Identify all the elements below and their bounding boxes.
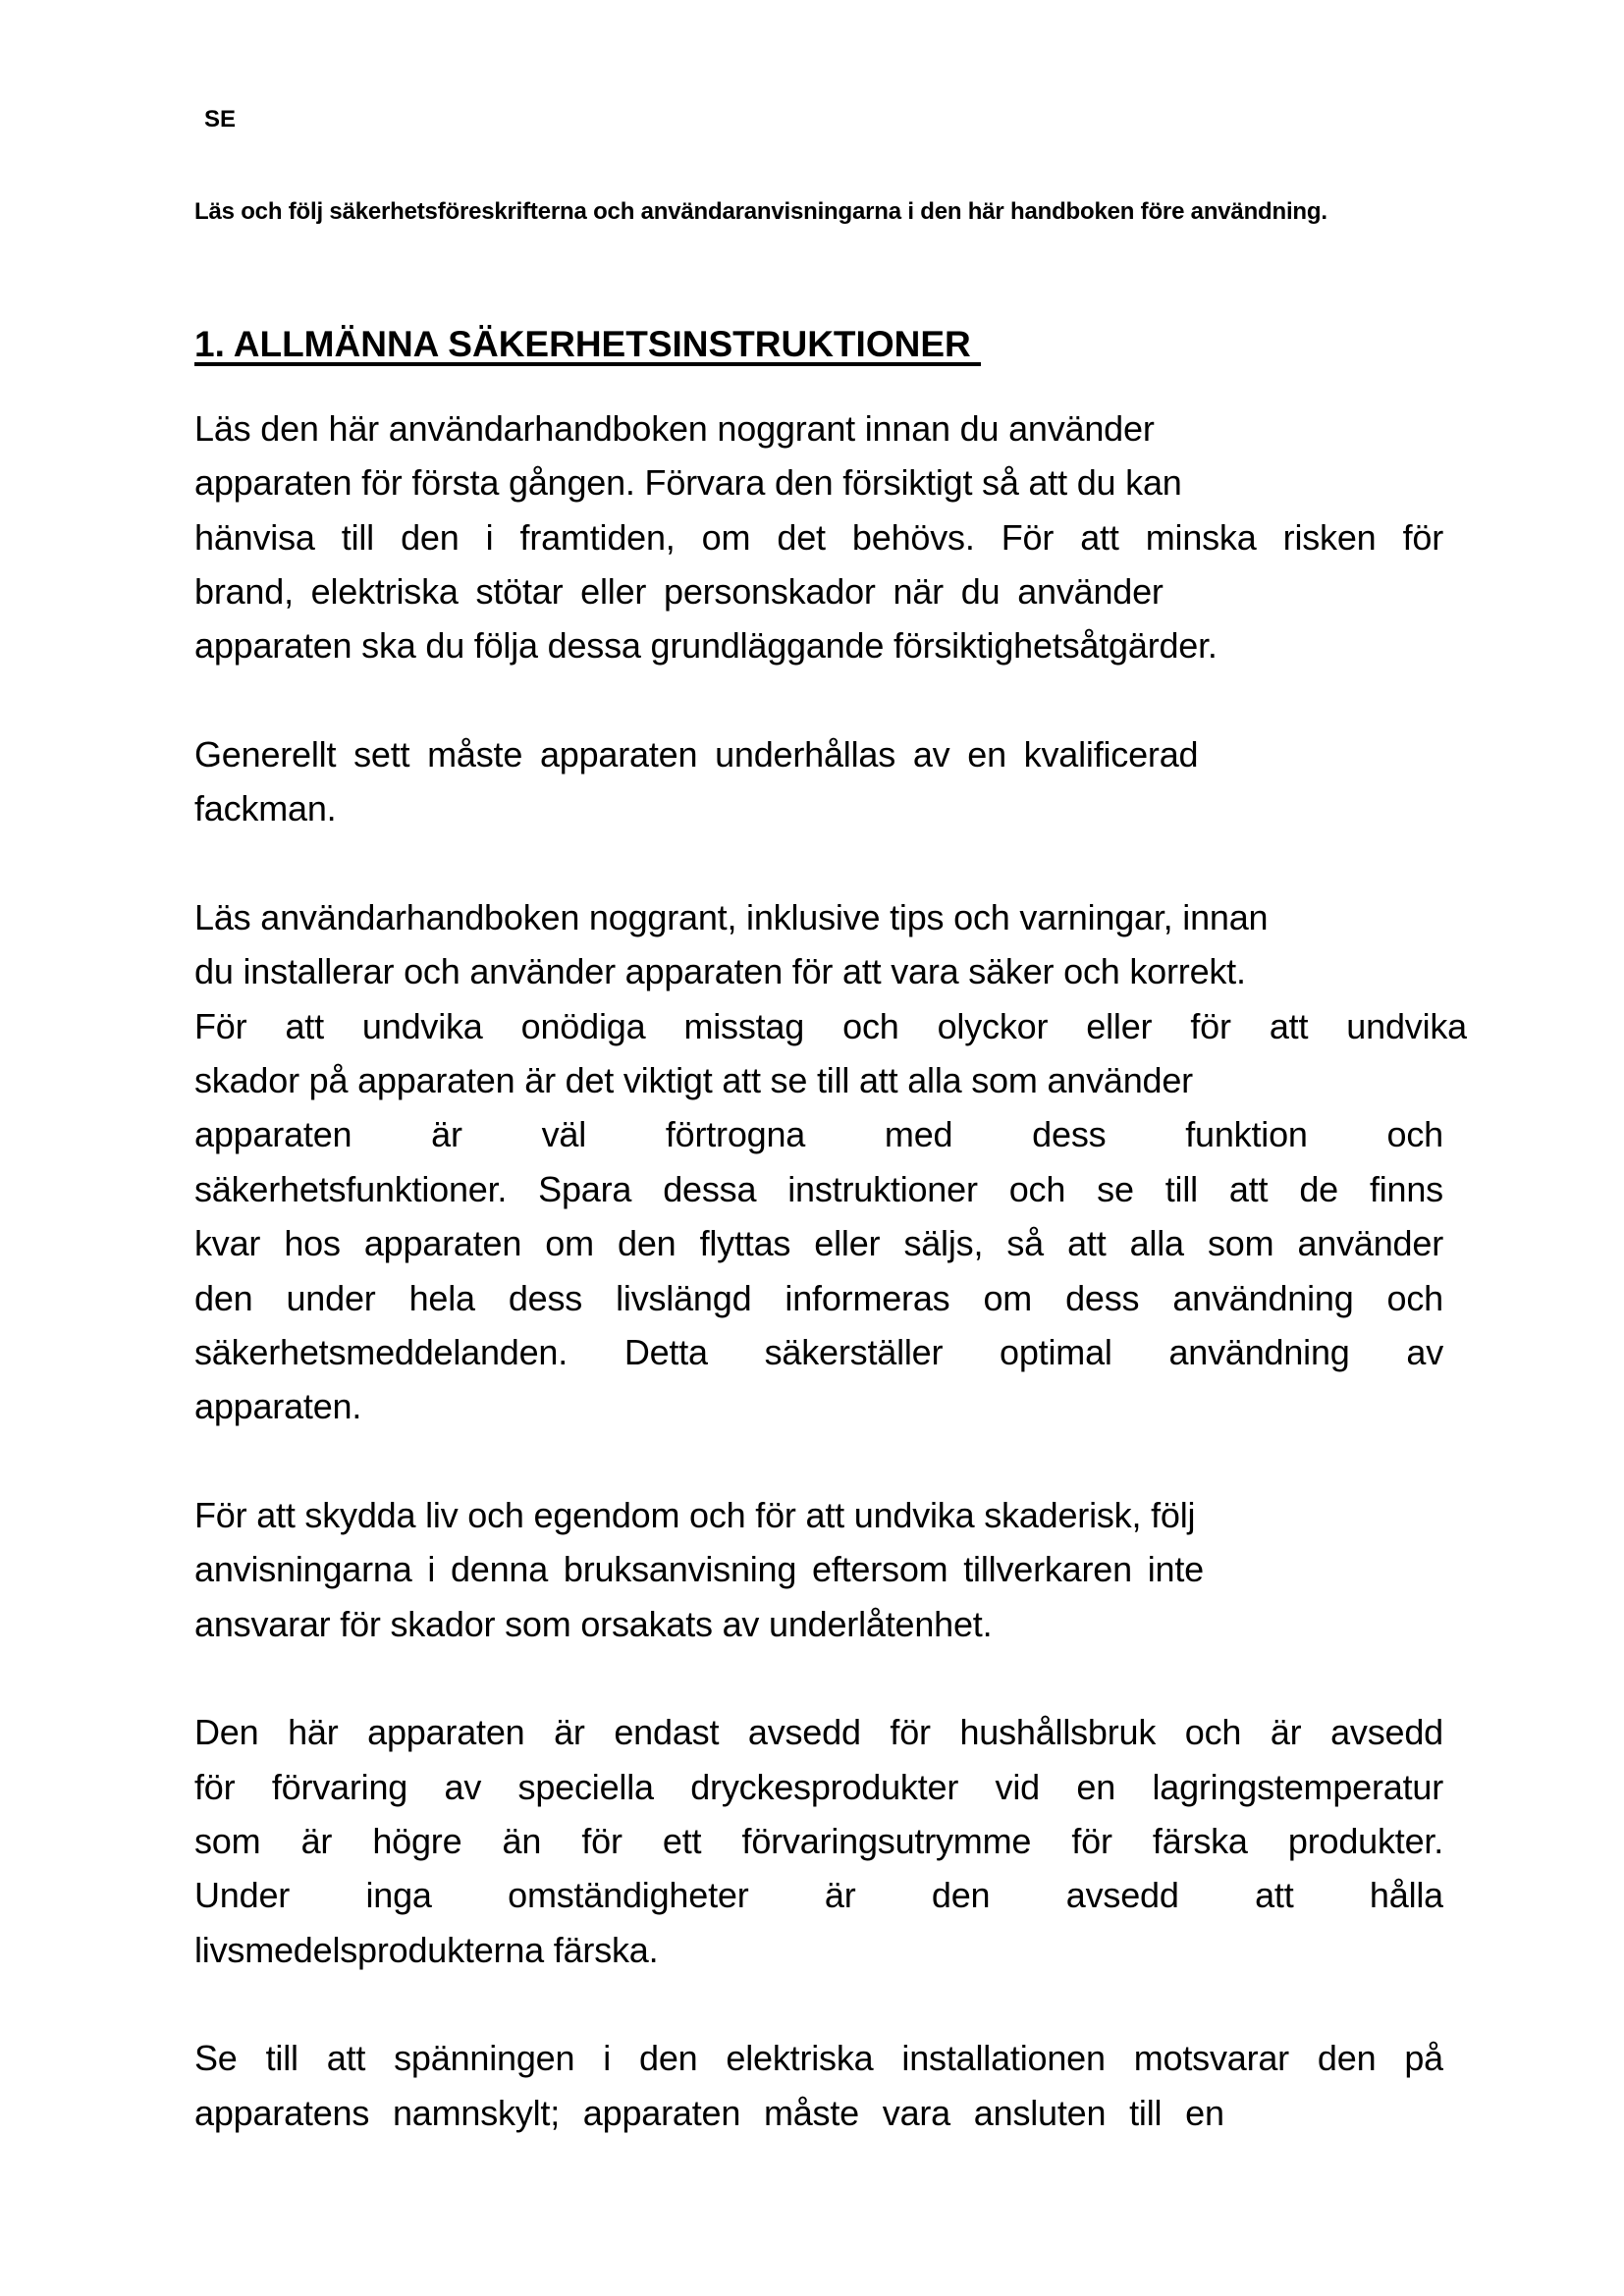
text-line: den under hela dess livslängd informeras om dess användning och	[194, 1277, 1443, 1318]
text-line: Se till att spänningen i den elektriska installationen motsvarar den på	[194, 2038, 1443, 2079]
text-line: fackman.	[194, 788, 337, 829]
text-line: som är högre än för ett förvaringsutrymme för färska produkter.	[194, 1820, 1443, 1861]
language-code: SE	[204, 106, 237, 133]
text-line: hänvisa till den i framtiden, om det behövs. För att minska risken för	[194, 516, 1443, 558]
text-line: säkerhetsfunktioner. Spara dessa instruktioner och se till att de finns	[194, 1168, 1443, 1209]
text-line: livsmedelsprodukterna färska.	[194, 1929, 659, 1970]
text-line: för förvaring av speciella dryckesprodukter vid en lagringstemperatur	[194, 1766, 1443, 1807]
text-line: Läs användarhandboken noggrant, inklusive tips och varningar, innan	[194, 897, 1269, 938]
text-line: apparaten för första gången. Förvara den försiktigt så att du kan	[194, 462, 1182, 504]
text-line: Generellt sett måste apparaten underhållas av en kvalificerad	[194, 734, 1199, 775]
text-line: apparatens namnskylt; apparaten måste vara ansluten till en	[194, 2092, 1224, 2133]
text-line: Under inga omständigheter är den avsedd att hålla	[194, 1875, 1443, 1916]
text-line: apparaten är väl förtrogna med dess funktion och	[194, 1114, 1443, 1155]
text-line: ansvarar för skador som orsakats av underlåtenhet.	[194, 1603, 993, 1644]
text-line: kvar hos apparaten om den flyttas eller säljs, så att alla som använder	[194, 1223, 1443, 1264]
paragraph	[194, 890, 1467, 1433]
text-line: apparaten ska du följa dessa grundläggande försiktighetsåtgärder.	[194, 625, 1218, 667]
paragraph	[194, 1705, 1467, 1977]
text-line: För att undvika onödiga misstag och olyckor eller för att undvika	[194, 1005, 1467, 1046]
text-line: skador på apparaten är det viktigt att se till att alla som använder	[194, 1060, 1193, 1101]
text-line: Den här apparaten är endast avsedd för hushållsbruk och är avsedd	[194, 1712, 1443, 1753]
paragraph	[194, 401, 1467, 673]
paragraph	[194, 1488, 1467, 1651]
text-line: apparaten.	[194, 1386, 362, 1427]
text-line: brand, elektriska stötar eller personskador när du använder	[194, 571, 1164, 613]
paragraph	[194, 727, 1467, 836]
paragraph	[194, 2031, 1467, 2140]
intro-notice: Läs och följ säkerhetsföreskrifterna och användaranvisningarna i den här handboken före användning.	[194, 198, 1327, 225]
text-line: anvisningarna i denna bruksanvisning eftersom tillverkaren inte	[194, 1549, 1204, 1590]
text-line: Läs den här användarhandboken noggrant innan du använder	[194, 408, 1155, 449]
section-heading: 1. ALLMÄNNA SÄKERHETSINSTRUKTIONER	[194, 324, 981, 364]
text-line: säkerhetsmeddelanden. Detta säkerställer optimal användning av	[194, 1331, 1443, 1372]
document-body	[194, 401, 1467, 2194]
text-line: För att skydda liv och egendom och för att undvika skaderisk, följ	[194, 1494, 1196, 1535]
text-line: du installerar och använder apparaten för att vara säker och korrekt.	[194, 951, 1246, 992]
